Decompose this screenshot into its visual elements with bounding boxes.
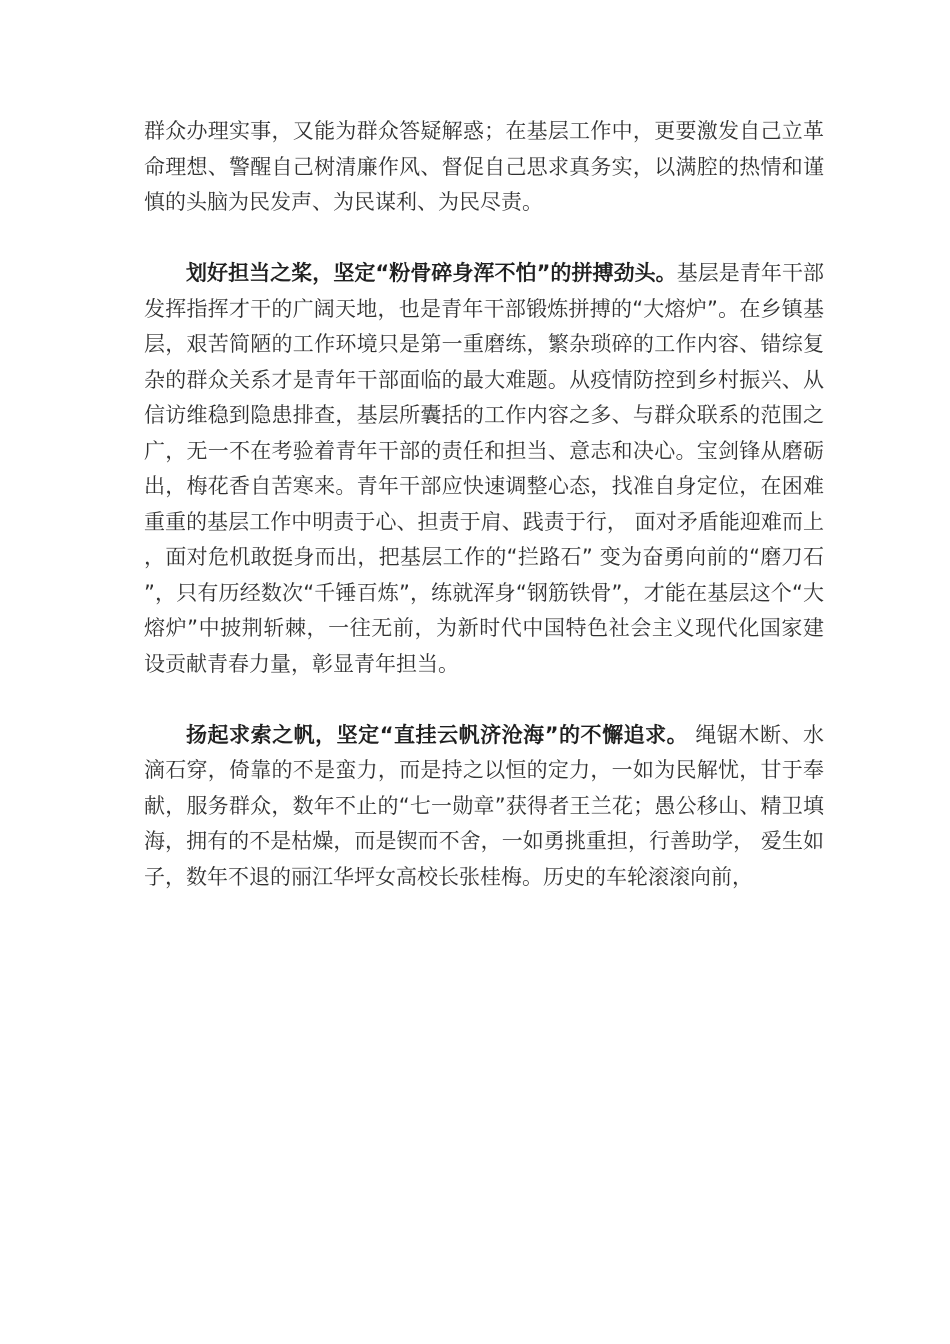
paragraph-body: 群众办理实事，又能为群众答疑解惑；在基层工作中，更要激发自己立革命理想、警醒自己树清廉作风、督促自己思求真务实，以满腔的热情和谨慎的头脑为民发声、为民谋利、为民尽责。 (144, 119, 824, 214)
paragraph-pursuit (144, 718, 824, 896)
paragraph-spacer (144, 221, 824, 257)
paragraph-spacer (144, 682, 824, 718)
document-page (144, 114, 824, 895)
paragraph-responsibility (144, 256, 824, 682)
paragraph-lead-heading: 扬起求索之帆，坚定“直挂云帆济沧海”的不懈追求。 (186, 722, 689, 747)
paragraph-lead-heading: 划好担当之桨，坚定“粉骨碎身浑不怕”的拼搏劲头。 (186, 261, 677, 285)
paragraph-body: 基层是青年干部发挥指挥才干的广阔天地，也是青年干部锻炼拼搏的“大熔炉”。在乡镇基层，艰苦简陋的工作环境只是第一重磨练，繁杂琐碎的工作内容、错综复杂的群众关系才是青年干部面临的最大难题。从疫情防控到乡村振兴、从信访维稳到隐患排查，基层所囊括的工作内容之多、与群众联系的范围之广，无一不在考验着青年干部的责任和担当、意志和决心。宝剑锋从磨砺出，梅花香自苦寒来。青年干部应快速调整心态，找准自身定位，在困难重重的基层工作中明责于心、担责于肩、践责于行， 面对矛盾能迎难而上，面对危机敢挺身而出，把基层工作的“拦路石” 变为奋勇向前的“磨刀石”，只有历经数次“千锤百炼”，练就浑身“钢筋铁骨”，才能在基层这个“大熔炉”中披荆斩棘，一往无前，为新时代中国特色社会主义现代化国家建设贡献青春力量，彰显青年担当。 (144, 261, 824, 676)
paragraph-body: 绳锯木断、水滴石穿，倚靠的不是蛮力，而是持之以恒的定力，一如为民解忧，甘于奉献，服务群众，数年不止的“七一勋章”获得者王兰花；愚公移山、精卫填海，拥有的不是枯燥，而是锲而不舍，一如勇挑重担，行善助学， 爱生如子，数年不退的丽江华坪女高校长张桂梅。历史的车轮滚滚向前， (144, 722, 824, 889)
paragraph-continuation (144, 114, 824, 221)
